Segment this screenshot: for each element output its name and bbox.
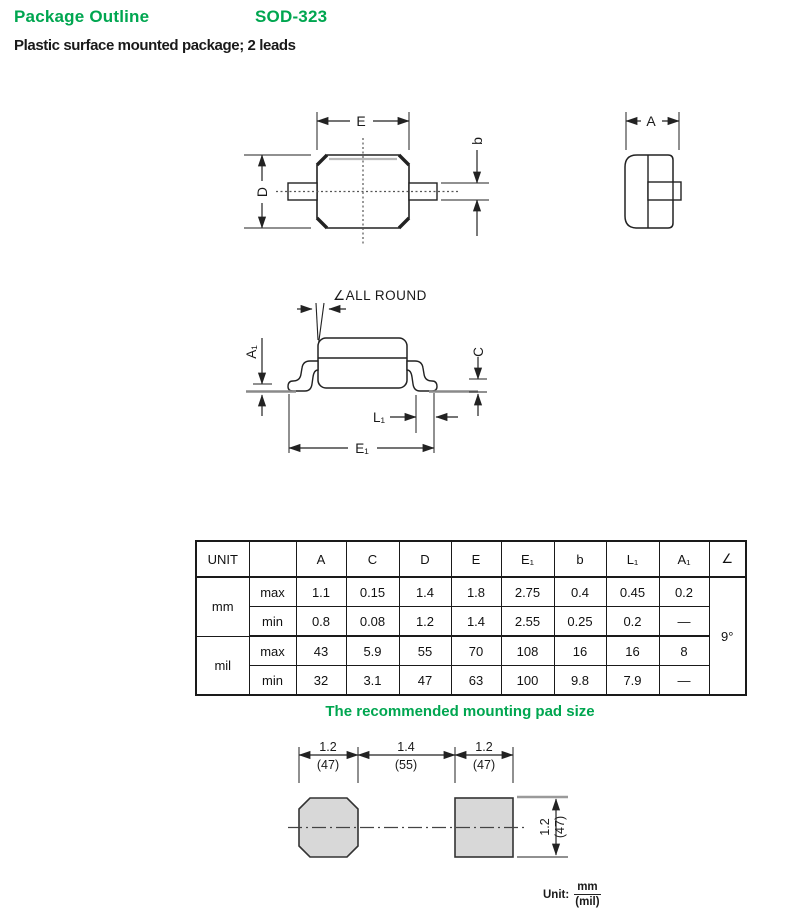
col-header-A1: A₁ (659, 541, 709, 577)
unit-mm-cell: mm (196, 577, 249, 636)
table-row (196, 636, 746, 666)
dim-label-A: A (646, 113, 656, 129)
col-header-C: C (346, 541, 399, 577)
pad-dim-mid-mm: 1.4 (397, 740, 415, 754)
table-cell: 1.8 (451, 577, 501, 607)
pad-dim-height-mm: 1.2 (538, 818, 552, 836)
unit-mil-cell: mil (196, 636, 249, 695)
pad-dim-height-mil: (47) (553, 815, 567, 839)
table-row (196, 607, 746, 637)
col-header-D: D (399, 541, 451, 577)
table-cell: — (659, 666, 709, 696)
limit-cell: min (249, 666, 296, 696)
dim-label-A1: A₁ (244, 345, 259, 359)
dim-label-b: b (469, 137, 485, 145)
package-name: SOD-323 (255, 7, 328, 26)
unit-header-cell: UNIT (196, 541, 249, 577)
table-cell: 70 (451, 636, 501, 666)
unit-note (543, 881, 601, 908)
dim-label-C: C (471, 347, 486, 357)
side-view (246, 303, 487, 453)
table-cell: 1.1 (296, 577, 346, 607)
table-cell: 7.9 (606, 666, 659, 696)
dim-label-D: D (254, 186, 270, 198)
table-cell: 0.4 (554, 577, 606, 607)
table-header-row (196, 541, 746, 577)
table-cell: 0.8 (296, 607, 346, 637)
table-cell: 3.1 (346, 666, 399, 696)
col-header-L1: L₁ (606, 541, 659, 577)
table-cell: 1.2 (399, 607, 451, 637)
table-cell: 55 (399, 636, 451, 666)
table-cell: 5.9 (346, 636, 399, 666)
table-cell: 0.45 (606, 577, 659, 607)
table-cell: 0.2 (659, 577, 709, 607)
mounting-pad-title: The recommended mounting pad size (325, 703, 595, 720)
table-cell: 100 (501, 666, 554, 696)
table-cell: 43 (296, 636, 346, 666)
table-cell: 16 (554, 636, 606, 666)
table-row (196, 577, 746, 607)
dim-label-E: E (356, 113, 366, 129)
dim-label-L1: L₁ (372, 410, 386, 425)
pad-dim-left-mil: (47) (316, 758, 340, 772)
col-header-angle: ∠ (709, 541, 746, 577)
col-header-A: A (296, 541, 346, 577)
table-cell: 32 (296, 666, 346, 696)
limit-cell: max (249, 636, 296, 666)
pad-dim-right-mil: (47) (472, 758, 496, 772)
pad-dim-mid-mil: (55) (394, 758, 418, 772)
unit-numerator: mm (574, 881, 600, 895)
col-header-E1: E₁ (501, 541, 554, 577)
col-header-b: b (554, 541, 606, 577)
table-cell: 63 (451, 666, 501, 696)
table-cell: 1.4 (399, 577, 451, 607)
dimension-table (195, 540, 747, 696)
unit-denominator: (mil) (575, 896, 600, 909)
pad-dim-right-mm: 1.2 (475, 740, 493, 754)
table-cell: 47 (399, 666, 451, 696)
blank-header-cell (249, 541, 296, 577)
table-cell: 1.4 (451, 607, 501, 637)
table-cell: 9.8 (554, 666, 606, 696)
col-header-E: E (451, 541, 501, 577)
top-view (244, 112, 489, 246)
table-cell: 0.15 (346, 577, 399, 607)
table-row (196, 666, 746, 696)
table-cell: 0.08 (346, 607, 399, 637)
angle-value-cell: 9° (709, 577, 746, 695)
table-cell: 16 (606, 636, 659, 666)
limit-cell: min (249, 607, 296, 637)
page-title: Package Outline (14, 7, 150, 26)
table-cell: 0.2 (606, 607, 659, 637)
page-subtitle: Plastic surface mounted package; 2 leads (14, 37, 296, 54)
table-cell: 2.55 (501, 607, 554, 637)
table-cell: — (659, 607, 709, 637)
dim-label-E1: E₁ (355, 441, 369, 456)
table-cell: 108 (501, 636, 554, 666)
unit-fraction (574, 881, 600, 908)
limit-cell: max (249, 577, 296, 607)
end-view (625, 112, 681, 228)
table-cell: 0.25 (554, 607, 606, 637)
unit-note-label: Unit: (543, 888, 570, 901)
table-cell: 8 (659, 636, 709, 666)
pad-dim-left-mm: 1.2 (319, 740, 337, 754)
table-cell: 2.75 (501, 577, 554, 607)
all-round-label: ∠ALL ROUND (333, 288, 427, 303)
